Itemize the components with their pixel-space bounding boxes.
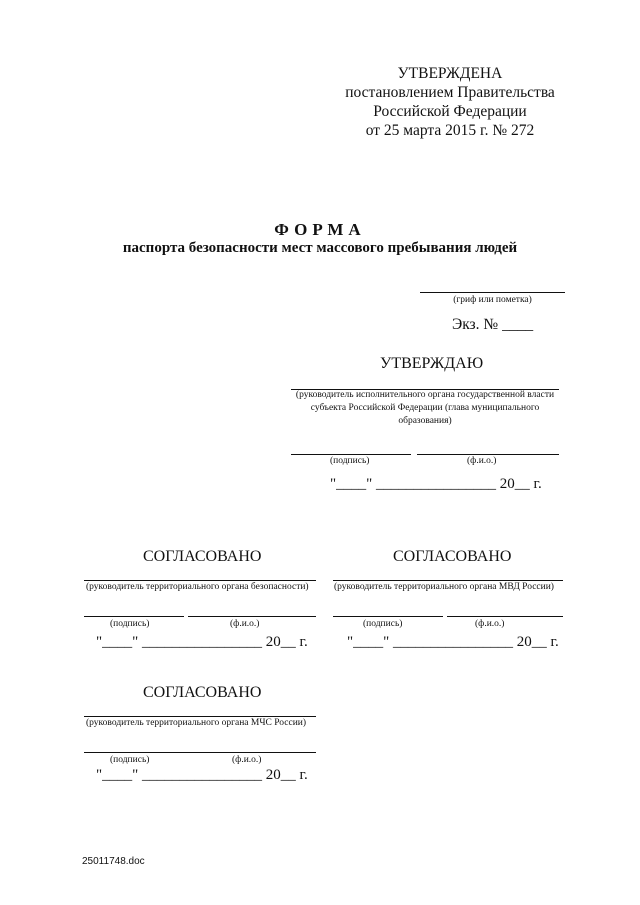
agreed-mvd-signature-line [333, 616, 443, 617]
approve-caption-line1: (руководитель исполнительного органа государственной власти [295, 390, 555, 400]
approval-header-line4: от 25 марта 2015 г. № 272 [365, 122, 535, 139]
agreed-mvd-heading: СОГЛАСОВАНО [393, 548, 512, 565]
agreed-security-caption: (руководитель территориального органа безопасности) [86, 582, 309, 592]
form-title: ФОРМА [274, 220, 366, 239]
agreed-mchs-signature-line [84, 752, 316, 753]
approval-header-line3: Российской Федерации [373, 103, 527, 120]
agreed-mvd-date-line: "____" ________________ 20__ г. [347, 634, 559, 650]
agreed-mchs-caption: (руководитель территориального органа МЧС России) [86, 718, 307, 728]
footer-filename: 25011748.doc [82, 856, 145, 867]
agreed-security-fio-label: (ф.и.о.) [230, 619, 260, 629]
agreed-mchs-heading: СОГЛАСОВАНО [143, 684, 262, 701]
agreed-security-date-line: "____" ________________ 20__ г. [96, 634, 308, 650]
agreed-mchs-fio-label: (ф.и.о.) [232, 755, 262, 765]
approve-caption [280, 389, 570, 428]
agreed-mvd-signature-label: (подпись) [363, 619, 403, 629]
agreed-mchs-date-line: "____" ________________ 20__ г. [96, 767, 308, 783]
agreed-security-signature-label: (подпись) [110, 619, 150, 629]
classification-label: (гриф или пометка) [453, 295, 532, 305]
approve-caption-line3: образования) [398, 416, 452, 426]
approve-fio-label: (ф.и.о.) [467, 456, 497, 466]
agreed-mvd-fio-line [447, 616, 563, 617]
copy-number-label: Экз. № ____ [452, 316, 534, 333]
approval-header [300, 64, 600, 140]
approve-caption-line2: субъекта Российской Федерации (глава муниципального [310, 403, 540, 413]
agreed-mvd-caption: (руководитель территориального органа МВД России) [334, 582, 554, 592]
agreed-security-heading: СОГЛАСОВАНО [143, 548, 262, 565]
approval-header-line1: УТВЕРЖДЕНА [397, 65, 503, 82]
approve-signature-label: (подпись) [330, 456, 370, 466]
classification-line [420, 292, 565, 293]
agreed-security-fio-line [188, 616, 316, 617]
approval-header-line2: постановлением Правительства [345, 84, 555, 101]
approve-date-line: "____" ________________ 20__ г. [330, 476, 542, 492]
form-subtitle: паспорта безопасности мест массового пребывания людей [122, 240, 518, 256]
approve-heading: УТВЕРЖДАЮ [380, 355, 484, 372]
agreed-mvd-fio-label: (ф.и.о.) [475, 619, 505, 629]
agreed-security-signature-line [84, 616, 184, 617]
agreed-mchs-signature-label: (подпись) [110, 755, 150, 765]
